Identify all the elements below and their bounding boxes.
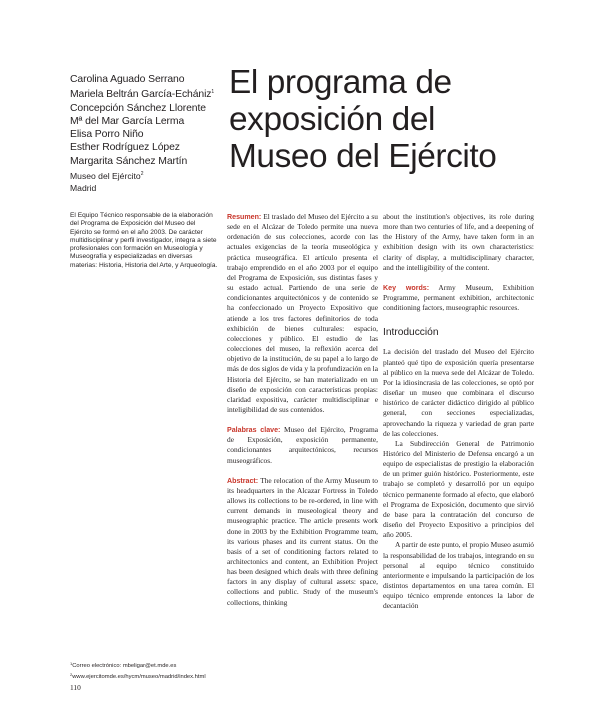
abstract-label: Abstract: xyxy=(227,476,259,485)
resumen-label: Resumen: xyxy=(227,213,262,221)
affiliation-institution: Museo del Ejército$^2$ xyxy=(70,171,144,182)
resumen-paragraph: Resumen: El traslado del Museo del Ejército a su sede en el Alcázar de Toledo permite una nueva ordenación de sus colecciones, acorde con las actuales exigencias de la teoría museológica y práctica museográfica. El artículo presenta el trabajo emprendido en el año 2003 por el equipo del Programa de Exposición, sus distintas fases y su estado actual. Partiendo de una serie de condicionantes arquitectónicos y de contenido se ha confeccionado un Proyecto Expositivo que atiende a los tres factores definitorios de toda exhibición de bienes culturales: espacio, colecciones y público. El estudio de las colecciones del museo, la reflexión acerca del objetivo de la institución, de su papel a lo largo de más de dos siglos de vida y la profundización en la Historia del Ejército, se han materializado en un diseño de exposición con características propias: claridad expositiva, carácter multidisciplinar e inteligibilidad de sus contenidos. xyxy=(227,212,378,414)
keywords-label: Key words: xyxy=(383,283,430,292)
intro-paragraph: A partir de este punto, el propio Museo asumió la responsabilidad de los trabajos, integrando en su personal al equipo técnico constituido anteriormente e impulsando la participación de los distintos departamentos en una tarea común. El equipo técnico emprende entonces la labor de decantación xyxy=(383,540,534,611)
author-block xyxy=(70,73,220,194)
section-heading-introduccion: Introducción xyxy=(383,327,439,339)
author-name: Mariela Beltrán García-Echániz$^1$ xyxy=(70,89,215,101)
author-list xyxy=(70,73,220,168)
page-number: 110 xyxy=(70,683,81,692)
author-name: Concepción Sánchez Llorente xyxy=(70,102,206,114)
abstract-continuation: about the institution's objectives, its role during more than two centuries of life, and a deepening of the History of the Army, have taken form in an exhibition design with its own characteristics: clarity of display, a multidisciplinary character, and the intelligibility of the content. xyxy=(383,212,534,272)
affiliation xyxy=(70,169,220,194)
article-title xyxy=(229,64,569,176)
footnotes xyxy=(70,660,230,681)
author-name: Esther Rodríguez López xyxy=(70,142,180,154)
footnote: $^2$www.ejercitomde.es/hycm/museo/madrid/index.html xyxy=(70,671,206,680)
abstract-paragraph: Abstract: The relocation of the Army Museum to its headquarters in the Alcazar Fortress in Toledo allows its collections to be re-ordered, in line with current demands in museological theory and museographic practice. The article presents work done in 2003 by the Exhibition Programme team, its various phases and its current status. On the basis of a set of conditioning factors related to architectonics and content, an Exhibition Project has been designed which deals with three defining factors in any display of cultural assets: space, collections and public. Study of the museum's collections, thinking xyxy=(227,475,378,607)
text-column-left xyxy=(227,212,378,608)
author-name: Mª del Mar García Lerma xyxy=(70,115,185,127)
text-column-right xyxy=(383,212,534,611)
footnote-marker[interactable]: 1 xyxy=(211,89,215,96)
website-link[interactable]: www.ejercitomde.es/hycm/museo/madrid/index.html xyxy=(72,673,206,680)
author-name: Elisa Porro Niño xyxy=(70,129,144,141)
title-line: Museo del Ejército xyxy=(229,138,497,176)
footnote-marker[interactable]: 2 xyxy=(140,171,144,178)
palabras-clave-label: Palabras clave: xyxy=(227,426,281,435)
author-name: Margarita Sánchez Martín xyxy=(70,155,188,167)
author-name: Carolina Aguado Serrano xyxy=(70,74,185,85)
keywords-paragraph: Key words: Army Museum, Exhibition Programme, permanent exhibition, architectonic conditioning factors, museographic resources. xyxy=(383,282,534,313)
affiliation-city: Madrid xyxy=(70,182,97,193)
team-sidenote: El Equipo Técnico responsable de la elaboración del Programa de Exposición del Museo del Ejército se formó en el año 2003. De carácter multidisciplinar y perfil investigador, integra a siete profesionales con formación en Museología y Museografía y especializadas en diversas materias: Historia, Historia del Arte, y Arqueología. xyxy=(70,212,218,269)
intro-paragraph: La Subdirección General de Patrimonio Histórico del Ministerio de Defensa encargó a un equipo de especialistas de prestigio la elaboración de un primer guión histórico. Posteriormente, este trabajo se completó y desarrolló por un equipo técnico permanente formado al efecto, que elaboró el Programa de Exposición, documento que sirvió de base para la contratación del concurso de diseño del Proyecto Expositivo a principios del año 2005. xyxy=(383,438,534,540)
palabras-clave-paragraph: Palabras clave: Museo del Ejército, Programa de Exposición, exposición permanente, condicionantes arquitectónicos, recursos museográficos. xyxy=(227,425,378,465)
footnote: $^1$Correo electrónico: mbeligar@et.mde.es xyxy=(70,661,177,669)
title-line: El programa de xyxy=(229,64,452,101)
email-link[interactable]: Correo electrónico: mbeligar@et.mde.es xyxy=(72,663,177,669)
title-line: exposición del xyxy=(229,101,436,139)
intro-paragraph: La decisión del traslado del Museo del Ejército planteó qué tipo de exposición quería presentarse al público en la nueva sede del Alcázar de Toledo. Por la idiosincrasia de las colecciones, se optó por diseñar un museo que combinara el discurso histórico de carácter didáctico dirigido al público general, con secciones especializadas, aprovechando la riqueza y variedad de gran parte de las colecciones. xyxy=(383,347,534,438)
